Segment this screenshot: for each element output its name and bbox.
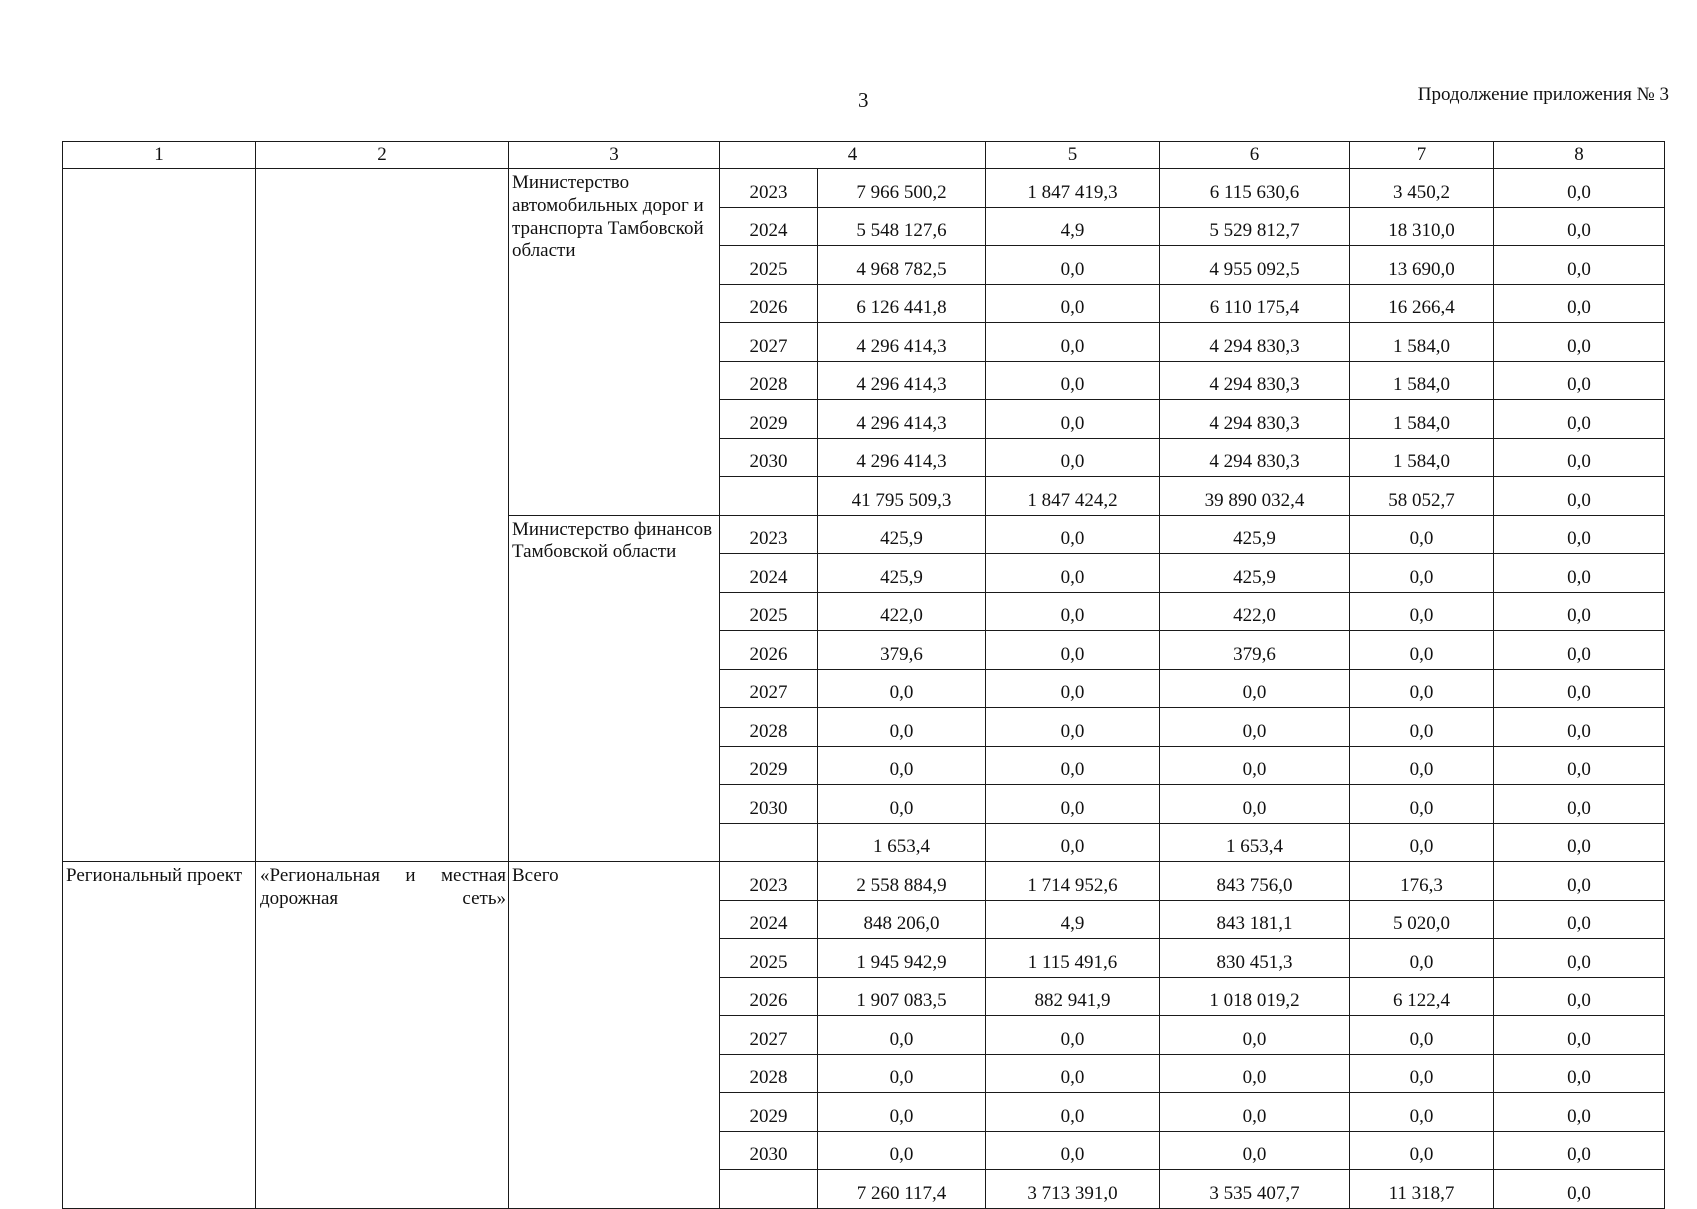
cell-col-4: 6 126 441,8 (818, 284, 986, 323)
cell-col-7: 0,0 (1350, 669, 1494, 708)
cell-col-5: 0,0 (986, 361, 1160, 400)
cell-col-4: 0,0 (818, 746, 986, 785)
cell-col-5: 0,0 (986, 1093, 1160, 1132)
cell-col-5: 0,0 (986, 823, 1160, 862)
cell-year (720, 823, 818, 862)
cell-col-8: 0,0 (1494, 438, 1665, 477)
cell-year: 2025 (720, 592, 818, 631)
cell-project-type: Региональный проект (63, 862, 256, 1209)
cell-col-6: 830 451,3 (1160, 939, 1350, 978)
cell-col-6: 39 890 032,4 (1160, 477, 1350, 516)
header-col-8: 8 (1494, 142, 1665, 169)
cell-col-8: 0,0 (1494, 746, 1665, 785)
cell-year (720, 477, 818, 516)
cell-responsible-executor: Всего (509, 862, 720, 1209)
cell-col-7: 0,0 (1350, 1054, 1494, 1093)
cell-year: 2024 (720, 207, 818, 246)
cell-col-6: 0,0 (1160, 785, 1350, 824)
cell-col-8: 0,0 (1494, 977, 1665, 1016)
cell-col-7: 1 584,0 (1350, 438, 1494, 477)
cell-col-4: 41 795 509,3 (818, 477, 986, 516)
cell-col-4: 425,9 (818, 515, 986, 554)
cell-col-5: 0,0 (986, 284, 1160, 323)
cell-col-1 (63, 169, 256, 862)
cell-col-5: 1 847 419,3 (986, 169, 1160, 208)
cell-col-7: 0,0 (1350, 1093, 1494, 1132)
header-col-5: 5 (986, 142, 1160, 169)
cell-col-4: 0,0 (818, 785, 986, 824)
cell-col-4: 0,0 (818, 1131, 986, 1170)
cell-col-5: 4,9 (986, 207, 1160, 246)
cell-col-8: 0,0 (1494, 631, 1665, 670)
cell-year: 2024 (720, 900, 818, 939)
cell-col-7: 0,0 (1350, 1131, 1494, 1170)
cell-col-4: 7 966 500,2 (818, 169, 986, 208)
cell-responsible-executor: Министерство автомобильных дорог и транспорта Тамбовской области (509, 169, 720, 516)
cell-col-4: 4 296 414,3 (818, 400, 986, 439)
cell-col-4: 0,0 (818, 1054, 986, 1093)
cell-col-8: 0,0 (1494, 592, 1665, 631)
cell-col-5: 0,0 (986, 323, 1160, 362)
cell-col-6: 843 181,1 (1160, 900, 1350, 939)
cell-col-7: 5 020,0 (1350, 900, 1494, 939)
cell-col-8: 0,0 (1494, 207, 1665, 246)
cell-col-7: 0,0 (1350, 592, 1494, 631)
cell-col-8: 0,0 (1494, 169, 1665, 208)
cell-col-4: 0,0 (818, 1016, 986, 1055)
cell-col-6: 379,6 (1160, 631, 1350, 670)
cell-year: 2025 (720, 246, 818, 285)
cell-year: 2023 (720, 515, 818, 554)
cell-col-6: 6 110 175,4 (1160, 284, 1350, 323)
cell-col-8: 0,0 (1494, 246, 1665, 285)
cell-year: 2029 (720, 746, 818, 785)
table-row (63, 862, 1665, 901)
cell-col-7: 3 450,2 (1350, 169, 1494, 208)
cell-col-8: 0,0 (1494, 862, 1665, 901)
cell-col-4: 4 296 414,3 (818, 438, 986, 477)
cell-col-8: 0,0 (1494, 1016, 1665, 1055)
cell-col-8: 0,0 (1494, 361, 1665, 400)
cell-col-8: 0,0 (1494, 1170, 1665, 1209)
cell-col-4: 0,0 (818, 1093, 986, 1132)
cell-year: 2026 (720, 284, 818, 323)
cell-year: 2028 (720, 708, 818, 747)
cell-col-7: 0,0 (1350, 708, 1494, 747)
cell-col-5: 0,0 (986, 1054, 1160, 1093)
cell-col-4: 1 653,4 (818, 823, 986, 862)
header-col-3: 3 (509, 142, 720, 169)
header-col-6: 6 (1160, 142, 1350, 169)
cell-col-6: 6 115 630,6 (1160, 169, 1350, 208)
cell-year: 2028 (720, 361, 818, 400)
cell-col-8: 0,0 (1494, 323, 1665, 362)
cell-col-8: 0,0 (1494, 939, 1665, 978)
cell-col-2 (256, 169, 509, 862)
cell-col-8: 0,0 (1494, 515, 1665, 554)
cell-col-6: 0,0 (1160, 669, 1350, 708)
cell-year: 2029 (720, 1093, 818, 1132)
cell-col-7: 0,0 (1350, 823, 1494, 862)
appendix-continuation-label: Продолжение приложения № 3 (1417, 84, 1669, 105)
cell-year: 2029 (720, 400, 818, 439)
funding-table (62, 141, 1665, 1209)
cell-col-7: 0,0 (1350, 1016, 1494, 1055)
cell-col-5: 1 115 491,6 (986, 939, 1160, 978)
cell-col-6: 0,0 (1160, 708, 1350, 747)
cell-col-6: 425,9 (1160, 515, 1350, 554)
cell-col-8: 0,0 (1494, 1054, 1665, 1093)
cell-col-4: 5 548 127,6 (818, 207, 986, 246)
cell-col-4: 425,9 (818, 554, 986, 593)
cell-year: 2030 (720, 785, 818, 824)
cell-col-8: 0,0 (1494, 400, 1665, 439)
cell-col-8: 0,0 (1494, 785, 1665, 824)
cell-col-5: 0,0 (986, 400, 1160, 439)
cell-col-7: 0,0 (1350, 939, 1494, 978)
header-col-7: 7 (1350, 142, 1494, 169)
cell-col-4: 2 558 884,9 (818, 862, 986, 901)
cell-col-7: 176,3 (1350, 862, 1494, 901)
cell-col-6: 4 294 830,3 (1160, 400, 1350, 439)
cell-col-6: 4 294 830,3 (1160, 438, 1350, 477)
cell-col-8: 0,0 (1494, 284, 1665, 323)
cell-col-5: 0,0 (986, 631, 1160, 670)
cell-col-8: 0,0 (1494, 708, 1665, 747)
cell-col-7: 0,0 (1350, 746, 1494, 785)
cell-col-6: 0,0 (1160, 1054, 1350, 1093)
cell-col-5: 0,0 (986, 515, 1160, 554)
cell-col-6: 422,0 (1160, 592, 1350, 631)
cell-col-7: 16 266,4 (1350, 284, 1494, 323)
cell-col-6: 5 529 812,7 (1160, 207, 1350, 246)
cell-year: 2026 (720, 631, 818, 670)
cell-col-5: 1 847 424,2 (986, 477, 1160, 516)
cell-col-7: 0,0 (1350, 631, 1494, 670)
cell-col-7: 11 318,7 (1350, 1170, 1494, 1209)
cell-col-4: 4 968 782,5 (818, 246, 986, 285)
cell-year: 2026 (720, 977, 818, 1016)
cell-col-5: 3 713 391,0 (986, 1170, 1160, 1209)
cell-col-6: 0,0 (1160, 1016, 1350, 1055)
header-row (63, 142, 1665, 169)
cell-year: 2025 (720, 939, 818, 978)
cell-year: 2023 (720, 169, 818, 208)
cell-col-4: 422,0 (818, 592, 986, 631)
cell-col-6: 843 756,0 (1160, 862, 1350, 901)
cell-col-7: 1 584,0 (1350, 361, 1494, 400)
table-row (63, 169, 1665, 208)
cell-col-6: 3 535 407,7 (1160, 1170, 1350, 1209)
cell-col-5: 0,0 (986, 746, 1160, 785)
cell-col-5: 0,0 (986, 246, 1160, 285)
cell-col-8: 0,0 (1494, 823, 1665, 862)
cell-year: 2030 (720, 1131, 818, 1170)
cell-col-6: 1 018 019,2 (1160, 977, 1350, 1016)
cell-col-6: 4 955 092,5 (1160, 246, 1350, 285)
cell-col-6: 425,9 (1160, 554, 1350, 593)
cell-year: 2030 (720, 438, 818, 477)
page-number: 3 (858, 88, 869, 112)
cell-year: 2027 (720, 323, 818, 362)
cell-col-4: 379,6 (818, 631, 986, 670)
cell-col-7: 0,0 (1350, 785, 1494, 824)
cell-responsible-executor: Министерство финансов Тамбовской области (509, 515, 720, 862)
cell-col-6: 0,0 (1160, 1131, 1350, 1170)
cell-col-5: 0,0 (986, 1016, 1160, 1055)
cell-col-5: 0,0 (986, 554, 1160, 593)
cell-col-8: 0,0 (1494, 669, 1665, 708)
cell-col-4: 1 945 942,9 (818, 939, 986, 978)
cell-col-4: 1 907 083,5 (818, 977, 986, 1016)
table-body (63, 169, 1665, 1209)
cell-col-6: 4 294 830,3 (1160, 323, 1350, 362)
cell-col-8: 0,0 (1494, 477, 1665, 516)
cell-col-8: 0,0 (1494, 1093, 1665, 1132)
cell-col-5: 0,0 (986, 708, 1160, 747)
cell-col-7: 0,0 (1350, 554, 1494, 593)
cell-col-5: 1 714 952,6 (986, 862, 1160, 901)
cell-col-4: 0,0 (818, 708, 986, 747)
cell-col-5: 4,9 (986, 900, 1160, 939)
cell-col-5: 882 941,9 (986, 977, 1160, 1016)
cell-col-6: 4 294 830,3 (1160, 361, 1350, 400)
cell-col-5: 0,0 (986, 438, 1160, 477)
cell-year: 2027 (720, 669, 818, 708)
cell-col-5: 0,0 (986, 1131, 1160, 1170)
cell-col-5: 0,0 (986, 785, 1160, 824)
cell-col-7: 1 584,0 (1350, 323, 1494, 362)
cell-col-4: 4 296 414,3 (818, 323, 986, 362)
cell-col-7: 0,0 (1350, 515, 1494, 554)
cell-col-8: 0,0 (1494, 1131, 1665, 1170)
cell-year (720, 1170, 818, 1209)
header-col-1: 1 (63, 142, 256, 169)
cell-year: 2028 (720, 1054, 818, 1093)
cell-project-name: «Региональная и местная дорожная сеть» (256, 862, 509, 1209)
cell-col-5: 0,0 (986, 592, 1160, 631)
header-col-2: 2 (256, 142, 509, 169)
cell-col-7: 18 310,0 (1350, 207, 1494, 246)
table-header (63, 142, 1665, 169)
cell-col-6: 0,0 (1160, 746, 1350, 785)
cell-year: 2027 (720, 1016, 818, 1055)
cell-col-6: 0,0 (1160, 1093, 1350, 1132)
cell-year: 2024 (720, 554, 818, 593)
header-col-4: 4 (720, 142, 986, 169)
cell-col-8: 0,0 (1494, 554, 1665, 593)
cell-year: 2023 (720, 862, 818, 901)
cell-col-4: 0,0 (818, 669, 986, 708)
cell-col-7: 6 122,4 (1350, 977, 1494, 1016)
cell-col-7: 58 052,7 (1350, 477, 1494, 516)
cell-col-4: 4 296 414,3 (818, 361, 986, 400)
cell-col-7: 13 690,0 (1350, 246, 1494, 285)
cell-col-8: 0,0 (1494, 900, 1665, 939)
cell-col-5: 0,0 (986, 669, 1160, 708)
cell-col-4: 7 260 117,4 (818, 1170, 986, 1209)
cell-col-7: 1 584,0 (1350, 400, 1494, 439)
cell-col-6: 1 653,4 (1160, 823, 1350, 862)
cell-col-4: 848 206,0 (818, 900, 986, 939)
